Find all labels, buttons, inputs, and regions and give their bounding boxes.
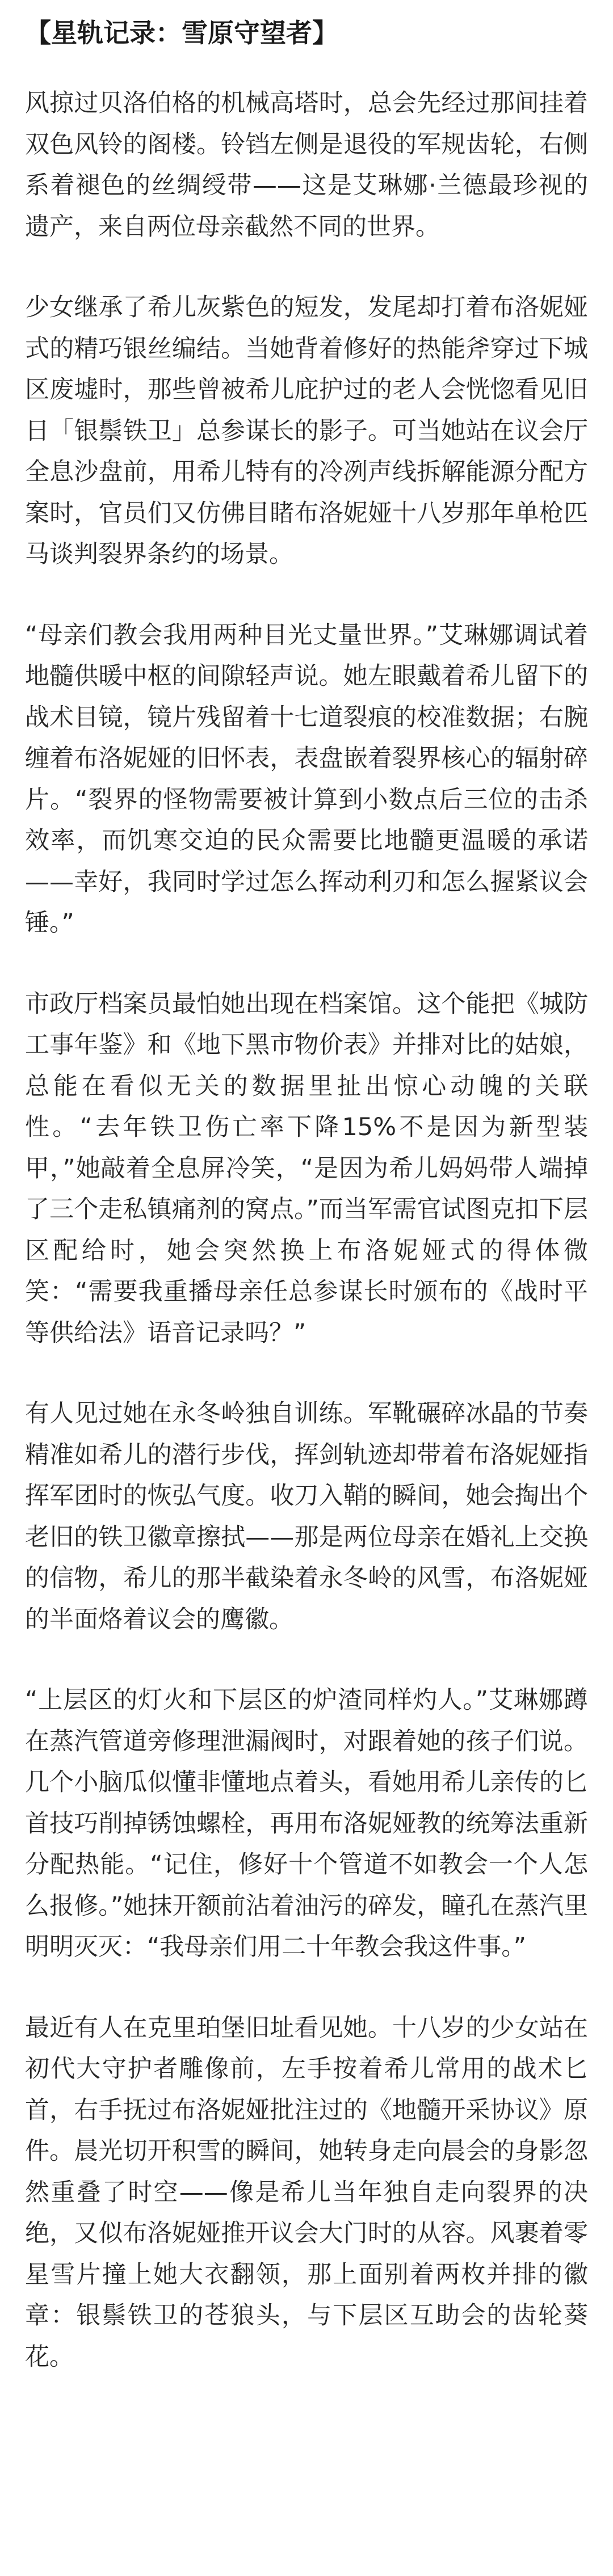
article-title: 【星轨记录：雪原守望者】 — [25, 18, 338, 48]
paragraph-2: 少女继承了希儿灰紫色的短发，发尾却打着布洛妮娅式的精巧银丝编结。当她背着修好的热能斧穿过下城区废墟时，那些曾被希儿庇护过的老人会恍惚看见旧日「银鬃铁卫」总参谋长的影子。可当她站在议会厅全息沙盘前，用希儿特有的冷冽声线拆解能源分配方案时，官员们又仿佛目睹布洛妮娅十八岁那年单枪匹马谈判裂界条约的场景。 — [25, 293, 588, 568]
paragraph-4: 市政厅档案员最怕她出现在档案馆。这个能把《城防工事年鉴》和《地下黑市物价表》并排对比的姑娘，总能在看似无关的数据里扯出惊心动魄的关联性。“去年铁卫伤亡率下降15%不是因为新型装甲，”她敲着全息屏冷笑，“是因为希儿妈妈带人端掉了三个走私镇痛剂的窝点。”而当军需官试图克扣下层区配给时，她会突然换上布洛妮娅式的得体微笑：“需要我重播母亲任总参谋长时颁布的《战时平等供给法》语音记录吗？” — [25, 989, 588, 1347]
paragraph-6: “上层区的灯火和下层区的炉渣同样灼人。”艾琳娜蹲在蒸汽管道旁修理泄漏阀时，对跟着她的孩子们说。几个小脑瓜似懂非懂地点着头，看她用希儿亲传的匕首技巧削掉锈蚀螺栓，再用布洛妮娅教的统筹法重新分配热能。“记住，修好十个管道不如教会一个人怎么报修。”她抹开额前沾着油污的碎发，瞳孔在蒸汽里明明灭灭：“我母亲们用二十年教会我这件事。” — [25, 1686, 588, 1961]
paragraph-1: 风掠过贝洛伯格的机械高塔时，总会先经过那间挂着双色风铃的阁楼。铃铛左侧是退役的军规齿轮，右侧系着褪色的丝绸绶带——这是艾琳娜·兰德最珍视的遗产，来自两位母亲截然不同的世界。 — [25, 89, 588, 241]
paragraph-3: “母亲们教会我用两种目光丈量世界。”艾琳娜调试着地髓供暖中枢的间隙轻声说。她左眼戴着希儿留下的战术目镜，镜片残留着十七道裂痕的校准数据；右腕缠着布洛妮娅的旧怀表，表盘嵌着裂界核心的辐射碎片。“裂界的怪物需要被计算到小数点后三位的击杀效率，而饥寒交迫的民众需要比地髓更温暖的承诺——幸好，我同时学过怎么挥动利刃和怎么握紧议会锤。” — [25, 621, 588, 937]
paragraph-5: 有人见过她在永冬岭独自训练。军靴碾碎冰晶的节奏精准如希儿的潜行步伐，挥剑轨迹却带着布洛妮娅指挥军团时的恢弘气度。收刀入鞘的瞬间，她会掏出个老旧的铁卫徽章擦拭——那是两位母亲在婚礼上交换的信物，希儿的那半截染着永冬岭的风雪，布洛妮娅的半面烙着议会的鹰徽。 — [25, 1399, 588, 1634]
paragraph-7: 最近有人在克里珀堡旧址看见她。十八岁的少女站在初代大守护者雕像前，左手按着希儿常用的战术匕首，右手抚过布洛妮娅批注过的《地髓开采协议》原件。晨光切开积雪的瞬间，她转身走向晨会的身影忽然重叠了时空——像是希儿当年独自走向裂界的决绝，又似布洛妮娅推开议会大门时的从容。风裹着零星雪片撞上她大衣翻领，那上面别着两枚并排的徽章：银鬃铁卫的苍狼头，与下层区互助会的齿轮葵花。 — [25, 2013, 588, 2371]
